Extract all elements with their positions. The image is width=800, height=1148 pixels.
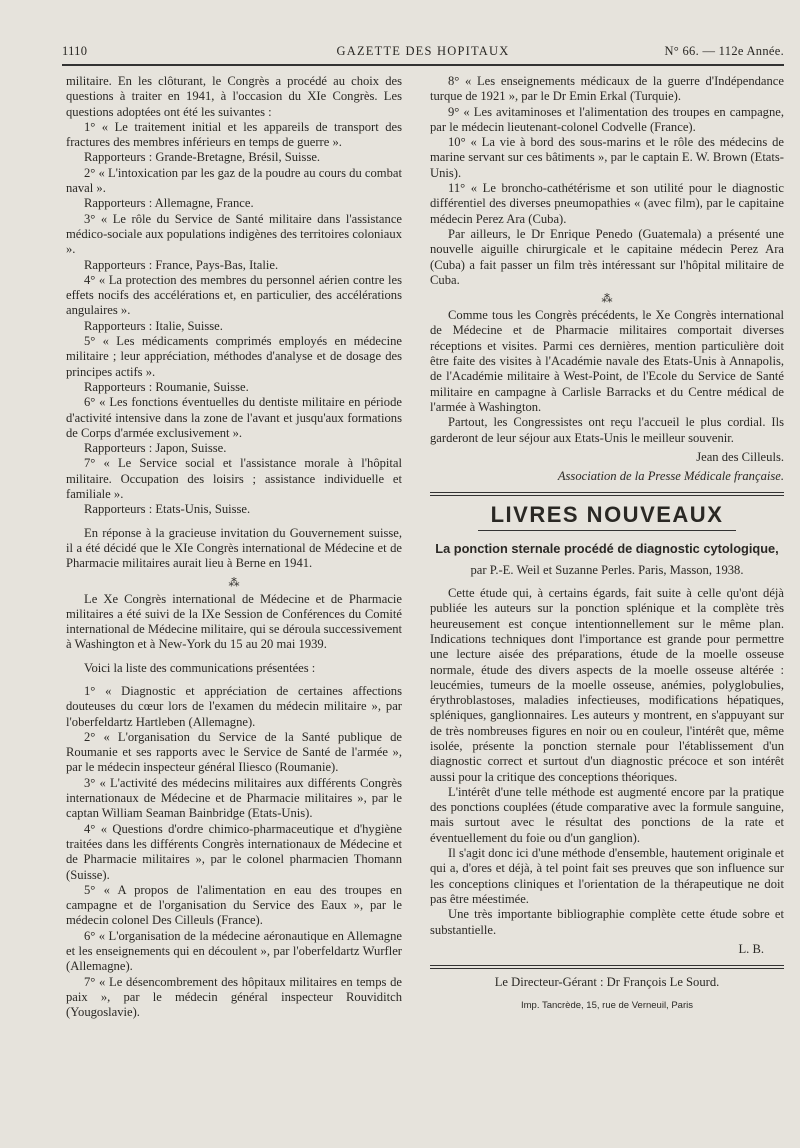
paragraph: Rapporteurs : Grande-Bretagne, Brésil, Suisse. <box>84 150 321 165</box>
issue-info: N° 66. — 112e Année. <box>664 44 784 58</box>
left-column <box>66 74 402 1021</box>
review-paragraph: Il s'agit donc ici d'une méthode d'ensemble, hautement originale et qui a, d'ores et déjà, à tel point fait ses preuves que son influence sur les conceptions cliniques et l'orientation de la thérapeutique ne doit pas être méestimée. <box>430 846 784 906</box>
paragraph: 4° « Questions d'ordre chimico-pharmaceutique et d'hygiène traitées dans les différents Congrès internationaux de Médecine et de Pharmacie militaires », par le colonel pharmacien Thomann (Suisse). <box>66 821 402 882</box>
paragraph: 6° « L'organisation de la médecine aéronautique en Allemagne et les enseignements qui en découlent », par l'oberfeldartz Wurfler (Allemagne). <box>66 928 402 974</box>
paragraph: Voici la liste des communications présentées : <box>84 660 316 675</box>
section-title: LIVRES NOUVEAUX <box>478 502 736 531</box>
paragraph: Par ailleurs, le Dr Enrique Penedo (Guatemala) a présenté une nouvelle aiguille chirurgicale et le capitaine médecin Perez Ara (Cuba) a fait passer un film très intéressant sur l'hôpital militaire de Cuba. <box>430 226 784 287</box>
printer-line: Imp. Tancrède, 15, rue de Verneuil, Paris <box>521 1000 693 1012</box>
association-credit: Association de la Presse Médicale française. <box>557 469 784 484</box>
paragraph: 1° « Le traitement initial et les appareils de transport des fractures des membres inférieurs en temps de guerre ». <box>66 119 402 150</box>
paragraph: Rapporteurs : Etats-Unis, Suisse. <box>84 502 251 517</box>
footer-divider <box>430 965 784 969</box>
review-paragraph: L'intérêt d'une telle méthode est augmenté encore par la pratique des ponctions couplées (étude comparative avec la formule sanguine, mais surtout avec le résultat des ponctions de la rate et éventuellement du foie ou d'un ganglion). <box>430 784 784 845</box>
book-title: La ponction sternale procédé de diagnostic cytologique, <box>435 541 779 557</box>
paragraph: Partout, les Congressistes ont reçu l'accueil le plus cordial. Ils garderont de leur séjour aux Etats-Unis le meilleur souvenir. <box>430 415 784 445</box>
book-authors: par P.-E. Weil et Suzanne Perles. Paris, Masson, 1938. <box>470 562 744 577</box>
article-signature: Jean des Cilleuls. <box>696 449 784 464</box>
paragraph: Le Xe Congrès international de Médecine et de Pharmacie militaires a été suivi de la IXe Session de Conférences du Comité international de Médecine militaire, qui se déroula successivement à Washington et à New-York du 15 au 20 mai 1939. <box>66 591 402 652</box>
paragraph: Rapporteurs : Allemagne, France. <box>84 196 254 211</box>
paragraph: 1° « Diagnostic et appréciation de certaines affections douteuses du cœur lors de l'examen du médecin militaire », par l'oberfeldartz Hartleben (Allemagne). <box>66 683 402 729</box>
page-number: 1110 <box>62 44 88 58</box>
reviewer-initials: L. B. <box>738 941 764 956</box>
paragraph: 4° « La protection des membres du personnel aérien contre les effets nocifs des accélérations et, en particulier, des accélérations angulaires ». <box>66 272 402 318</box>
section-divider <box>430 492 784 496</box>
paragraph: Comme tous les Congrès précédents, le Xe Congrès international de Médecine et de Pharmacie militaires comportait diverses réceptions et visites. Parmi ces dernières, mention particulière doit être faite des visites à l'Académie navale des Etats-Unis à Annapolis, de l'Académie militaire à West-Point, de l'Ecole du Service de Santé militaire en campagne à Carlisle Barracks et du Centre médical de l'armée à Washington. <box>430 308 784 414</box>
paragraph: Rapporteurs : Roumanie, Suisse. <box>84 379 249 394</box>
paragraph: 3° « L'activité des médecins militaires aux différents Congrès internationaux de Médecine et de Pharmacie militaires », par le captan William Seaman Bainbridge (Etats-Unis). <box>66 775 402 821</box>
paragraph: 8° « Les enseignements médicaux de la guerre d'Indépendance turque de 1921 », par le Dr Emin Erkal (Turquie). <box>430 74 784 104</box>
paragraph: 9° « Les avitaminoses et l'alimentation des troupes en campagne, par le médecin lieutenant-colonel Codvelle (France). <box>430 104 784 134</box>
paragraph: 3° « Le rôle du Service de Santé militaire dans l'assistance médico-sociale aux populations indigènes des territoires coloniaux ». <box>66 211 402 257</box>
paragraph: Rapporteurs : Italie, Suisse. <box>84 318 223 333</box>
page-header <box>62 40 784 62</box>
director-line: Le Directeur-Gérant : Dr François Le Sourd. <box>494 975 720 990</box>
asterism: ⁂ <box>601 293 613 306</box>
paragraph: 5° « Les médicaments comprimés employés en médecine militaire ; leur appréciation, méthodes d'analyse et de dosage des principes actifs ». <box>66 334 402 379</box>
paragraph: 7° « Le désencombrement des hôpitaux militaires en temps de paix », par le médecin général inspecteur Rouviditch (Yougoslavie). <box>66 974 402 1020</box>
review-paragraph: Une très importante bibliographie complète cette étude sobre et substantielle. <box>430 907 784 937</box>
paragraph: 11° « Le broncho-cathétérisme et son utilité pour le diagnostic différentiel des diverses pneumopathies « (avec film), par le capitaine médecin Perez Ara (Cuba). <box>430 181 784 226</box>
paragraph: Rapporteurs : France, Pays-Bas, Italie. <box>84 257 279 272</box>
right-column <box>430 74 784 1014</box>
paragraph: 5° « A propos de l'alimentation en eau des troupes en campagne et de l'organisation du Service des Eaux », par le médecin colonel Des Cilleuls (France). <box>66 882 402 928</box>
journal-title: GAZETTE DES HOPITAUX <box>336 44 510 58</box>
paragraph: 6° « Les fonctions éventuelles du dentiste militaire en période d'activité intensive dans la zone de l'avant et jusqu'aux formations de Corps d'armée exclusivement ». <box>66 395 402 440</box>
paragraph: 2° « L'intoxication par les gaz de la poudre au cours du combat naval ». <box>66 165 402 196</box>
asterism: ⁂ <box>228 576 240 589</box>
paragraph: 10° « La vie à bord des sous-marins et le rôle des médecins de marine servant sur ces bâtiments », par le captain E. W. Brown (Etats-Unis). <box>430 135 784 180</box>
paragraph: 2° « L'organisation du Service de la Santé publique de Roumanie et ses rapports avec le Service de Santé de l'armée », par le médecin inspecteur général Iliesco (Roumanie). <box>66 729 402 775</box>
header-rule <box>62 64 784 66</box>
paragraph: En réponse à la gracieuse invitation du Gouvernement suisse, il a été décidé que le XIe Congrès international de Médecine et de Pharmacie militaires aurait lieu à Berne en 1941. <box>66 525 402 571</box>
paragraph: 7° « Le Service social et l'assistance morale à l'hôpital militaire. Occupation des loisirs ; assistance individuelle et familiale ». <box>66 456 402 502</box>
review-paragraph: Cette étude qui, à certains égards, fait suite à celle qu'ont déjà publiée les auteurs sur la ponction splénique et la complète très heureusement est conçue intentionnellement sur le même plan. Indications techniques dont l'importance est grande pour permettre une lecture aisée des préparations, étude de la moelle osseuse normale, étude des divers aspects de la moelle osseuse altérée : leucémies, tumeurs de la moelle osseuse, anémies, polyglobulies, érythroblastoses, maladies infectieuses, modifications hépatiques, spléniques, ganglionnaires. Les auteurs y montrent, en s'appuyant sur de très nombreuses figures en noir ou en couleur, l'intérêt que, même isolée, présente la ponction sternale pour l'établissement d'un diagnostic correct et surtout d'un diagnostic précoce et son intérêt aussi pour la critique des conceptions théoriques. <box>430 586 784 784</box>
paragraph: Rapporteurs : Japon, Suisse. <box>84 441 227 456</box>
paragraph: militaire. En les clôturant, le Congrès a procédé au choix des questions à traiter en 1941, à l'occasion du XIe Congrès. Les questions adoptées ont été les suivantes : <box>66 74 402 119</box>
